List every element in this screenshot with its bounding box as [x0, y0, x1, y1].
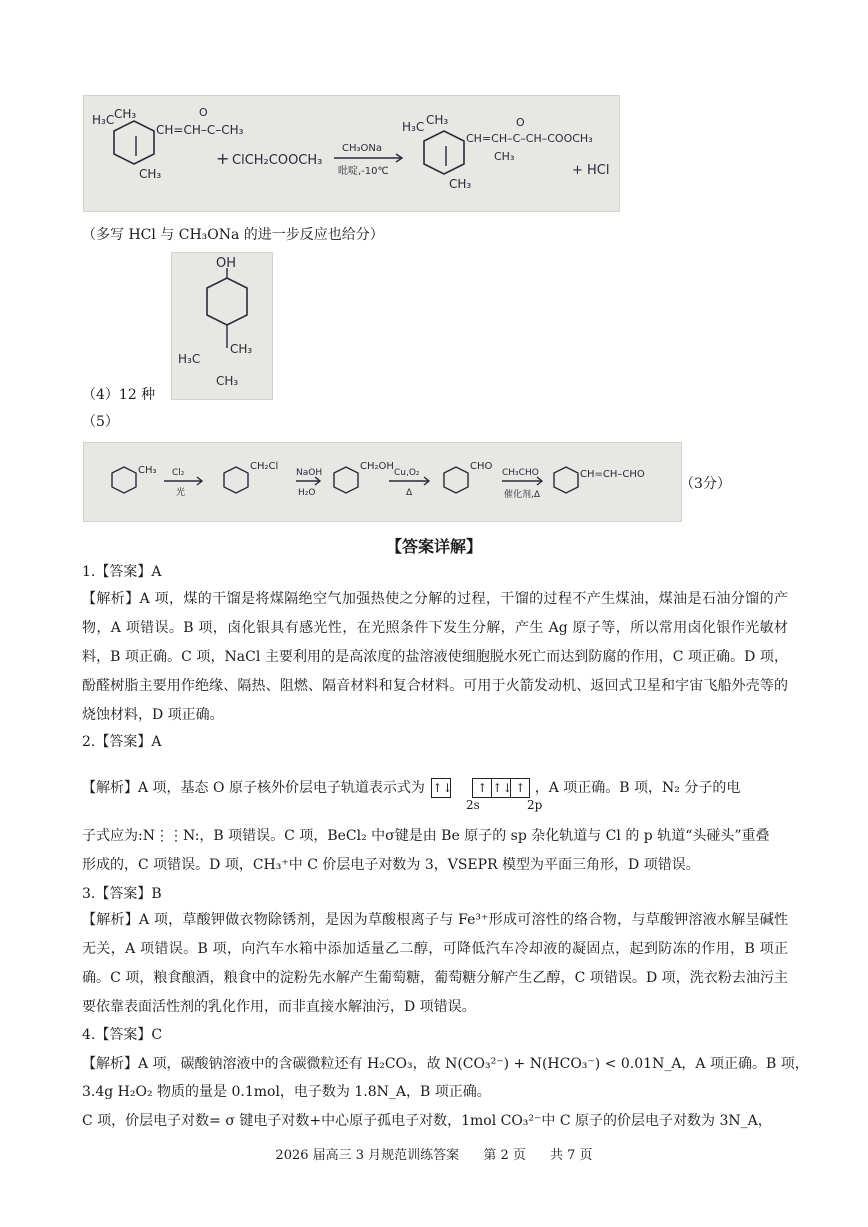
synthesis-photo [83, 442, 682, 522]
synthesis-score: （3分） [680, 476, 731, 492]
item-4: （4）12 种 [82, 387, 156, 403]
cond-4-bottom: 催化剂,Δ [504, 490, 541, 500]
reaction-drawing [84, 96, 619, 211]
q2-analysis-a: 【解析】A 项，基态 O 原子核外价层电子轨道表示式为 [82, 780, 425, 796]
arrow-bottom-condition: 吡啶,-10℃ [338, 166, 389, 177]
q3-analysis: 【解析】A 项，草酸钾做衣物除锈剂，是因为草酸根离子与 Fe³⁺形成可溶性的络合物，与草酸钾溶液水解呈碱性无关，A 项错误。B 项，向汽车水箱中添加适量乙二醇，可降低汽车冷却液的凝固点，起到防冻的作用，B 项正确。C 项，粮食酿酒，粮食中的淀粉先水解产生葡萄糖，葡萄糖分解产生乙醇，C 项错误。D 项，洗衣粉去油污主要依靠表面活性剂的乳化作用，而非直接水解油污，D 项错误。 [82, 912, 788, 1015]
q2-analysis-d: 形成的，C 项错误。D 项，CH₃⁺中 C 价层电子对数为 3，VSEPR 模型为平面三角形，D 项错误。 [82, 857, 700, 873]
footer-title: 2026 届高三 3 月规范训练答案 [275, 1148, 460, 1163]
footer-page: 第 2 页 [483, 1148, 526, 1163]
reactant-group-1: H₃C [92, 113, 115, 127]
structure-photo [171, 252, 273, 400]
reagent-label: ClCH₂COOCH₃ [232, 153, 323, 168]
reactant-group-2: CH₃ [114, 107, 137, 121]
hcl-label: + HCl [572, 163, 610, 178]
step-4-group: CHO [470, 461, 493, 472]
product-group-4: O [516, 116, 525, 129]
section-title: 【答案详解】 [385, 537, 482, 556]
step-2-group: CH₂Cl [250, 461, 279, 472]
plus-sign: + [216, 149, 230, 168]
reactant-group-4: O [199, 106, 208, 119]
note-line: （多写 HCl 与 CH₃ONa 的进一步反应也给分） [82, 227, 384, 243]
q4-answer: 4.【答案】C [82, 1027, 163, 1043]
product-group-2: CH₃ [426, 113, 449, 127]
orbital-2p-box-3: ↑ [511, 778, 530, 798]
q1-answer: 1.【答案】A [82, 564, 162, 580]
methyl-right-label: CH₃ [230, 342, 253, 356]
q4-analysis-3: C 项，价层电子对数= σ 键电子对数+中心原子孤电子对数，1mol CO₃²⁻中 C 原子的价层电子对数为 3N_A， [82, 1113, 772, 1129]
step-1-group: CH₃ [138, 465, 157, 476]
reactant-group-3: CH=CH–C–CH₃ [156, 123, 244, 137]
label-2p: 2p [527, 798, 543, 812]
product-group-1: H₃C [402, 120, 425, 134]
synthesis-drawing [84, 443, 681, 521]
reactant-group-5: CH₃ [139, 167, 162, 181]
structure-drawing [172, 253, 272, 399]
cond-4-top: CH₃CHO [502, 468, 539, 478]
arrow-top-condition: CH₃ONa [342, 143, 382, 154]
q2-analysis-b: ，A 项正确。B 项，N₂ 分子的电 [534, 780, 741, 796]
step-5-group: CH=CH–CHO [580, 469, 645, 480]
footer-total: 共 7 页 [550, 1148, 593, 1163]
label-2s: 2s [466, 798, 480, 812]
orbital-2p-box-2: ↑↓ [492, 778, 511, 798]
q1-analysis: 【解析】A 项，煤的干馏是将煤隔绝空气加强热使之分解的过程，干馏的过程不产生煤油，煤油是石油分馏的产物，A 项错误。B 项，卤化银具有感光性，在光照条件下发生分解，产生 Ag 原子等，所以常用卤化银作光敏材料，B 项正确。C 项，NaCl 主要利用的是高浓度的盐溶液使细胞脱水死亡而达到防腐的作用，C 项正确。D 项，酚醛树脂主要用作绝缘、隔热、阻燃、隔音材料和复合材料。可用于火箭发动机、返回式卫星和宇宙飞船外壳等的烧蚀材料，D 项正确。 [82, 591, 788, 723]
step-3-group: CH₂OH [360, 461, 394, 472]
page-footer [0, 1144, 868, 1163]
orbital-2p-box-1: ↑ [472, 778, 492, 798]
product-group-6: CH₃ [494, 150, 515, 163]
cond-2-bottom: H₂O [298, 488, 316, 498]
cond-2-top: NaOH [296, 468, 323, 478]
cond-3-bottom: Δ [406, 488, 413, 498]
q2-analysis-line1 [82, 778, 788, 798]
cond-1-bottom: 光 [176, 488, 186, 498]
cond-1-top: Cl₂ [172, 468, 185, 478]
cond-3-top: Cu,O₂ [394, 468, 420, 478]
item-5: （5） [82, 414, 119, 430]
product-group-5: CH₃ [449, 177, 472, 191]
q3-answer: 3.【答案】B [82, 886, 162, 902]
q2-analysis-c: 子式应为:N⋮⋮N:，B 项错误。C 项，BeCl₂ 中σ键是由 Be 原子的 sp 杂化轨道与 Cl 的 p 轨道“头碰头”重叠 [82, 828, 770, 844]
product-group-3: CH=CH–C–CH–COOCH₃ [466, 132, 593, 145]
methyl-bottom-label: CH₃ [216, 374, 239, 388]
q2-answer: 2.【答案】A [82, 734, 162, 750]
oh-label: OH [216, 256, 237, 271]
q4-analysis-1: 【解析】A 项，碳酸钠溶液中的含碳微粒还有 H₂CO₃，故 N(CO₃²⁻) + N(HCO₃⁻) < 0.01N_A，A 项正确。B 项， [82, 1056, 809, 1072]
q4-analysis-2: 3.4g H₂O₂ 物质的量是 0.1mol，电子数为 1.8N_A，B 项正确。 [82, 1084, 491, 1100]
orbital-2s-box: ↑↓ [431, 778, 451, 798]
reaction-photo [83, 95, 620, 212]
methyl-left-label: H₃C [178, 352, 201, 366]
